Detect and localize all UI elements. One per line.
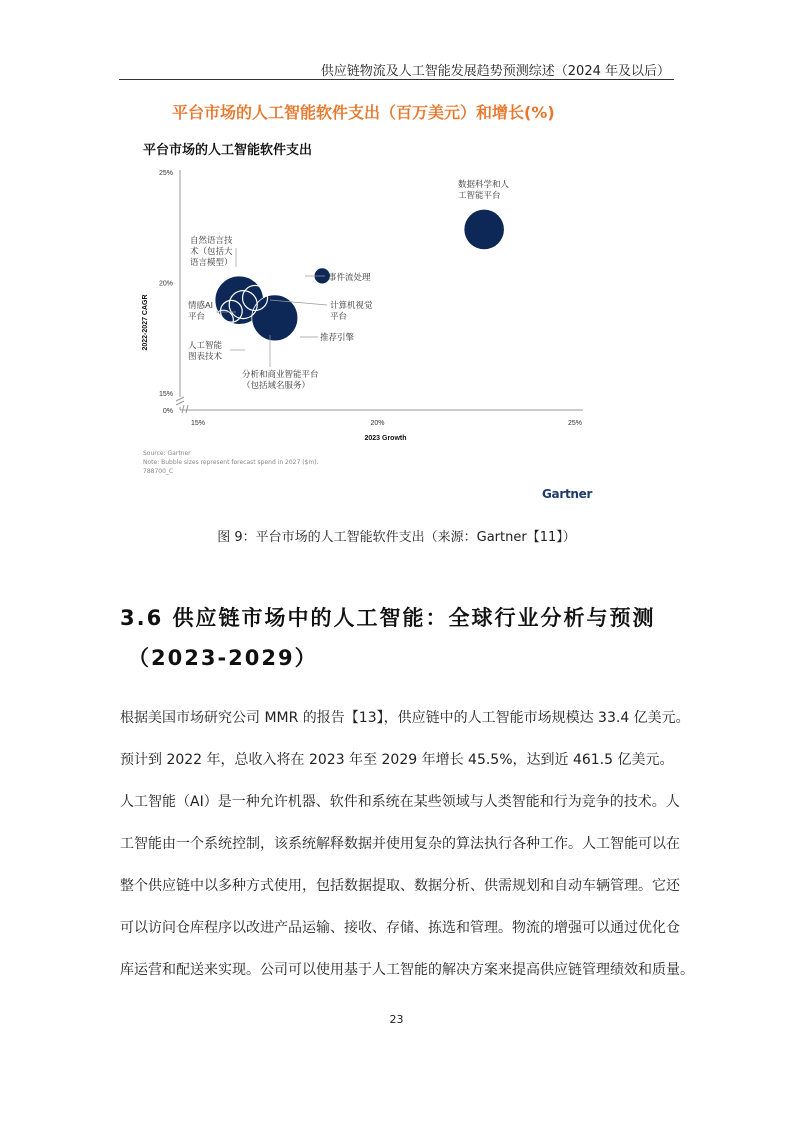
paragraph-line: 可以访问仓库程序以改进产品运输、接收、存储、拣选和管理。物流的增强可以通过优化仓 [120,920,680,936]
paragraph-line: 根据美国市场研究公司 MMR 的报告【13】，供应链中的人工智能市场规模达 33.4 亿美元。 [120,710,690,726]
bubble-label: 数据科学和人 [458,179,510,189]
bubble-label: 自然语言技 [190,235,233,245]
y-axis-label: 2022-2027 CAGR [142,294,149,351]
bubble [464,210,504,250]
bubble-label: 推荐引擎 [320,332,355,342]
chart-source-notes [143,449,318,476]
bubble-chart [120,160,600,450]
y-tick-label: 0% [162,408,173,415]
y-tick-label: 15% [158,391,173,398]
bubble-label: 术（包括大 [190,246,233,256]
chart-id-line: 788700_C [143,468,174,475]
chart-subtitle: 平台市场的人工智能软件支出 [143,143,313,158]
bubble-label: 平台 [188,311,206,321]
section-heading-line-1: 3.6 供应链市场中的人工智能：全球行业分析与预测 [120,606,656,630]
paragraph-line: 人工智能（AI）是一种允许机器、软件和系统在某些领域与人类智能和行为竞争的技术。人 [120,794,680,810]
bubble-label: （包括域名服务） [242,380,311,390]
bubble-label: 工智能平台 [458,190,501,200]
figure-caption: 图 9：平台市场的人工智能软件支出（来源：Gartner【11】） [217,530,576,545]
gartner-logo: Gartner [542,487,593,501]
source-line: Source: Gartner [143,450,191,457]
bubble-label: 平台 [330,311,348,321]
bubble-label: 情感AI [188,300,214,310]
paragraph-line: 预计到 2022 年，总收入将在 2023 年至 2029 年增长 45.5%，达到近 461.5 亿美元。 [120,752,674,768]
note-line: Note: Bubble sizes represent forecast spend in 2027 ($m). [143,459,319,466]
x-tick-label: 15% [190,420,206,427]
running-header: 供应链物流及人工智能发展趋势预测综述（2024 年及以后） [320,64,670,79]
section-heading-line-2: （2023-2029） [128,646,318,670]
bubble-label: 语言模型） [190,257,233,267]
page-number: 23 [389,1013,404,1026]
bubble-label: 事件流处理 [328,272,371,282]
figure-title: 平台市场的人工智能软件支出（百万美元）和增长(%) [172,103,555,122]
paragraph-line: 工智能由一个系统控制，该系统解释数据并使用复杂的算法执行各种工作。人工智能可以在 [120,836,680,852]
bubble-label: 人工智能 [188,340,223,350]
x-tick-label: 25% [567,420,583,427]
x-axis-break [182,405,188,413]
y-axis-break [176,397,184,405]
y-tick-label: 25% [158,170,173,177]
x-axis-label: 2023 Growth [364,435,407,442]
bubble-label: 计算机视觉 [330,300,373,310]
header-divider [119,79,674,80]
y-tick-label: 20% [158,280,173,288]
paragraph-line: 整个供应链中以多种方式使用，包括数据提取、数据分析、供需规划和自动车辆管理。它还 [120,878,680,894]
paragraph-line: 库运营和配送来实现。公司可以使用基于人工智能的解决方案来提高供应链管理绩效和质量。 [120,962,694,978]
x-tick-label: 20% [370,420,385,427]
section-heading [120,598,680,678]
bubble-label: 图表技术 [188,351,223,361]
bubble-label: 分析和商业智能平台 [242,369,319,379]
